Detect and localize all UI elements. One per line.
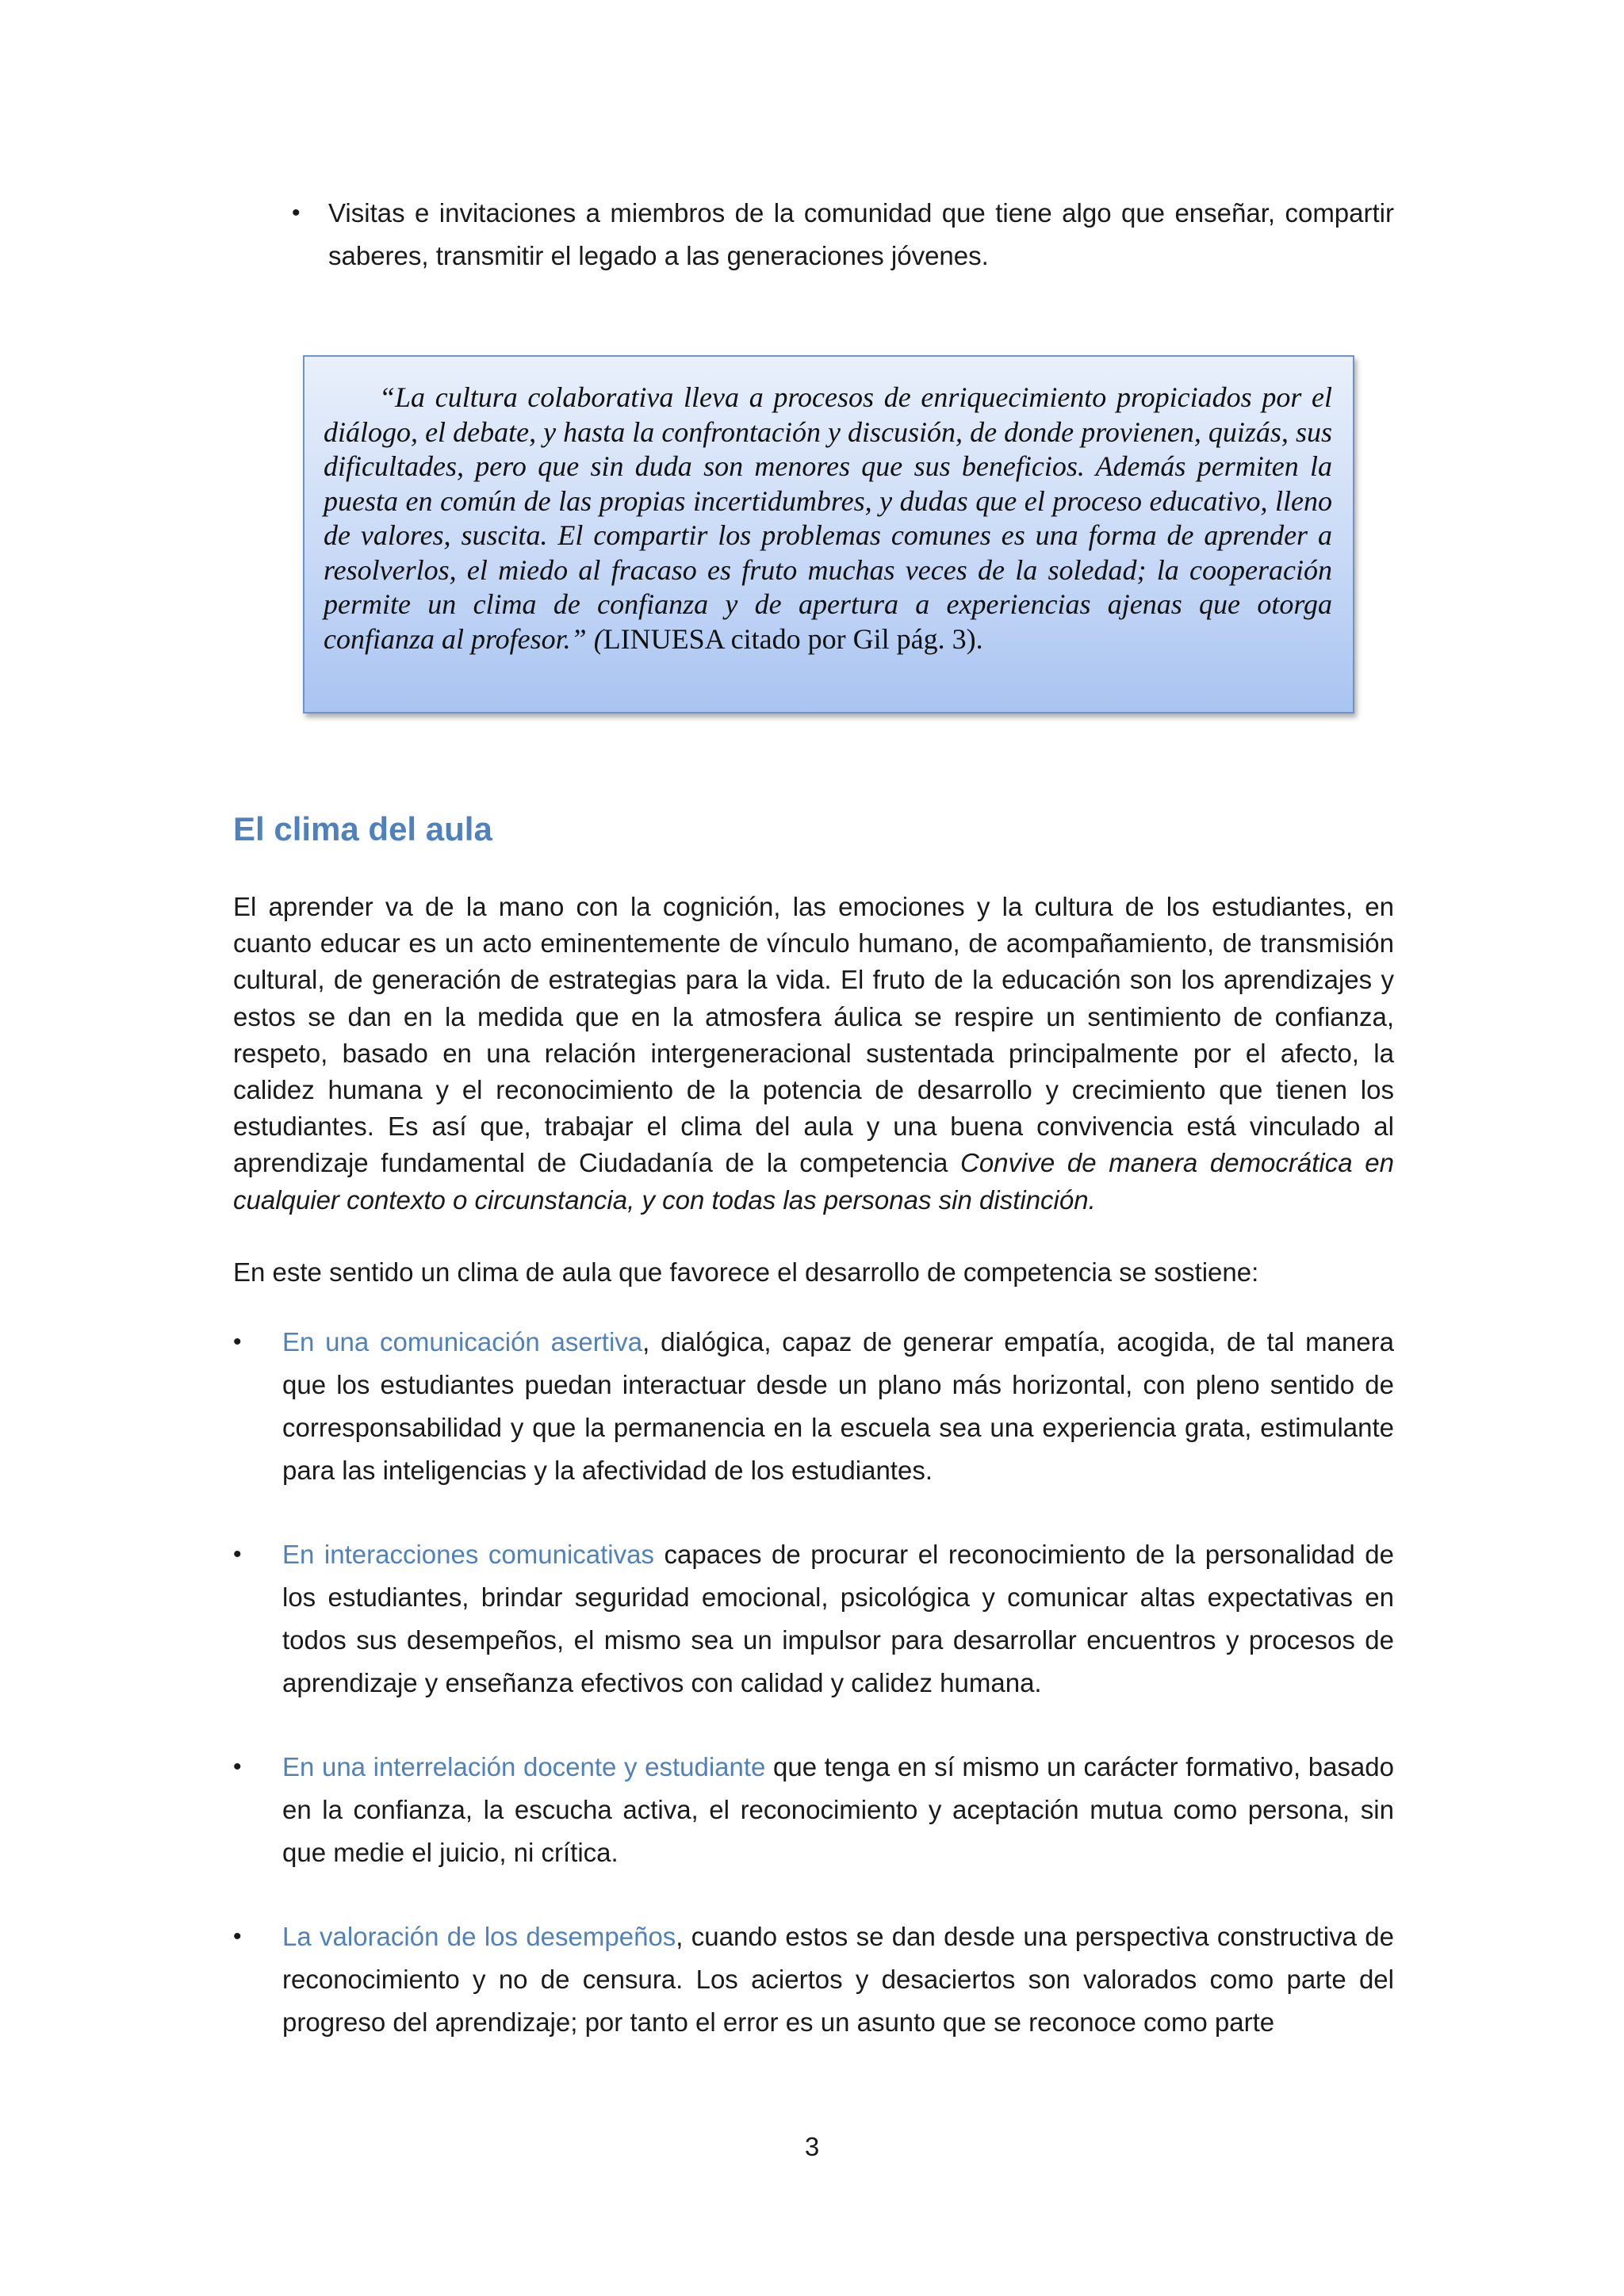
list-item	[233, 1746, 1394, 1874]
bullet-icon: •	[233, 1923, 242, 1950]
list-item	[233, 1321, 1394, 1492]
quote-citation: LINUESA citado por Gil pág. 3).	[603, 622, 983, 655]
bullet-icon: •	[292, 200, 301, 226]
quote-text: “La cultura colaborativa lleva a procesos de enriquecimiento propiciados por el diálogo, el debate, y hasta la confrontación y discusión, de donde provienen, quizás, sus dificultades, pero que sin duda son menores que sus beneficios. Además permiten la puesta en común de las propias incertidumbres, y dudas que el proceso educativo, lleno de valores, suscita. El compartir los problemas comunes es una forma de aprender a resolverlos, el miedo al fracaso es fruto muchas veces de la soledad; la cooperación permite un clima de confianza y de apertura a experiencias ajenas que otorga confianza al profesor.” (	[324, 381, 1332, 655]
list-item	[292, 192, 1394, 277]
body-paragraph	[233, 889, 1394, 1219]
bullet-icon: •	[233, 1754, 242, 1780]
bullet-text: , dialógica, capaz de generar empatía, acogida, de tal manera que los estudiantes puedan interactuar desde un plano más horizontal, con pleno sentido de corresponsabilidad y que la permanencia en la escuela sea una experiencia grata, estimulante para las inteligencias y la afectividad de los estudiantes.	[282, 1327, 1394, 1485]
bullet-text: capaces de procurar el reconocimiento de la personalidad de los estudiantes, brindar seguridad emocional, psicológica y comunicar altas expectativas en todos sus desempeños, el mismo sea un impulsor para desarrollar encuentros y procesos de aprendizaje y enseñanza efectivos con calidad y calidez humana.	[282, 1540, 1394, 1697]
bullet-text: Visitas e invitaciones a miembros de la comunidad que tiene algo que enseñar, compartir saberes, transmitir el legado a las generaciones jóvenes.	[328, 198, 1394, 270]
bullet-text: , cuando estos se dan desde una perspectiva constructiva de reconocimiento y no de censura. Los aciertos y desaciertos son valorados como parte del progreso del aprendizaje; por tanto el error es un asunto que se reconoce como parte	[282, 1922, 1394, 2037]
bullet-lead: En una interrelación docente y estudiante	[282, 1752, 766, 1781]
section-heading: El clima del aula	[233, 810, 492, 848]
bullet-icon: •	[233, 1329, 242, 1355]
climate-bullet-list	[233, 1321, 1394, 2085]
bullet-lead: En una comunicación asertiva	[282, 1327, 643, 1357]
paragraph-italic-text: Convive de manera democrática en cualquier contexto o circunstancia, y con todas las personas sin distinción.	[233, 1148, 1394, 1215]
list-item	[233, 1915, 1394, 2044]
list-item	[233, 1533, 1394, 1705]
intro-bullet-list	[292, 192, 1394, 277]
quote-box	[303, 355, 1354, 714]
body-paragraph: En este sentido un clima de aula que favorece el desarrollo de competencia se sostiene:	[233, 1257, 1259, 1287]
bullet-lead: En interacciones comunicativas	[282, 1540, 654, 1569]
page-number: 3	[804, 2132, 820, 2161]
bullet-text: que tenga en sí mismo un carácter formativo, basado en la confianza, la escucha activa, el reconocimiento y aceptación mutua como persona, sin que medie el juicio, ni crítica.	[282, 1752, 1394, 1867]
bullet-icon: •	[233, 1541, 242, 1567]
paragraph-text: El aprender va de la mano con la cognición, las emociones y la cultura de los estudiantes, en cuanto educar es un acto eminentemente de vínculo humano, de acompañamiento, de transmisión cultural, de generación de estrategias para la vida. El fruto de la educación son los aprendizajes y estos se dan en la medida que en la atmosfera áulica se respire un sentimiento de confianza, respeto, basado en una relación intergeneracional sustentada principalmente por el afecto, la calidez humana y el reconocimiento de la potencia de desarrollo y crecimiento que tienen los estudiantes. Es así que, trabajar el clima del aula y una buena convivencia está vinculado al aprendizaje fundamental de Ciudadanía de la competencia	[233, 892, 1394, 1178]
bullet-lead: La valoración de los desempeños	[282, 1922, 676, 1951]
